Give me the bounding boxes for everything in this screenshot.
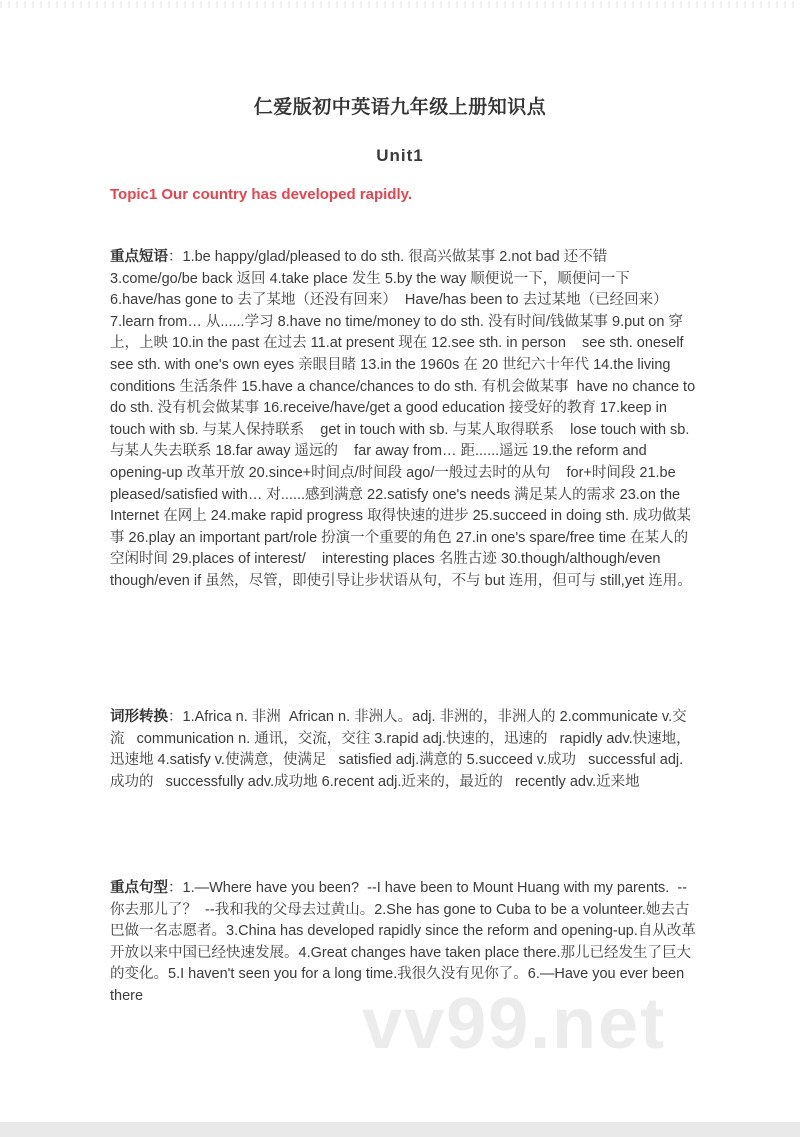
page-bottom-edge — [0, 1122, 800, 1137]
section-word-forms — [110, 707, 696, 793]
section-word-forms-colon: ： — [168, 709, 183, 725]
page-top-perforation-texture — [0, 1, 800, 8]
section-key-sentences-colon: ： — [168, 880, 183, 896]
section-word-forms-label: 词形转换 — [110, 709, 168, 725]
document-title: 仁爱版初中英语九年级上册知识点 — [253, 97, 547, 118]
section-key-sentences-text: 1.—Where have you been? --I have been to Mount Huang with my parents. --你去那儿了？ --我和我的父母去过黄山。2.She has gone to Cuba to be a volunteer.她去古巴做一名志愿者。3.China has developed rapidly since the reform and opening-up.自从改革开放以来中国已经快速发展。4.Great changes have taken place there.那儿已经发生了巨大的变化。5.I haven't seen you for a long time.我很久没有见你了。6.—Have you ever been there — [110, 880, 696, 1004]
section-key-phrases-colon: ： — [168, 249, 183, 265]
section-key-phrases — [110, 247, 700, 593]
section-key-phrases-label: 重点短语 — [110, 249, 168, 265]
section-word-forms-text: 1.Africa n. 非洲 African n. 非洲人。adj. 非洲的，非洲人的 2.communicate v.交流 communication n. 通讯，交流，交往 3.rapid adj.快速的，迅速的 rapidly adv.快速地，迅速地 4.satisfy v.使满意，使满足 satisfied adj.满意的 5.succeed v.成功 successful adj.成功的 successfully adv.成功地 6.recent adj.近来的，最近的 recently adv.近来地 — [110, 709, 691, 790]
section-key-phrases-text: 1.be happy/glad/pleased to do sth. 很高兴做某事 2.not bad 还不错 3.come/go/be back 返回 4.take place 发生 5.by the way 顺便说一下，顺便问一下 6.have/has gone to 去了某地（还没有回来） Have/has been to 去过某地（已经回来）7.learn from… 从......学习 8.have no time/money to do sth. 没有时间/钱做某事 9.put on 穿上，上映 10.in the past 在过去 11.at present 现在 12.see sth. in person see sth. oneself see sth. with one's own eyes 亲眼目睹 13.in the 1960s 在 20 世纪六十年代 14.the living conditions 生活条件 15.have a chance/chances to do sth. 有机会做某事 have no chance to do sth. 没有机会做某事 16.receive/have/get a good education 接受好的教育 17.keep in touch with sb. 与某人保持联系 get in touch with sb. 与某人取得联系 lose touch with sb. 与某人失去联系 18.far away 遥远的 far away from… 距......遥远 19.the reform and opening-up 改革开放 20.since+时间点/时间段 ago/一般过去时的从句 for+时间段 21.be pleased/satisfied with… 对......感到满意 22.satisfy one's needs 满足某人的需求 23.on the Internet 在网上 24.make rapid progress 取得快速的进步 25.succeed in doing sth. 成功做某事 26.play an important part/role 扮演一个重要的角色 27.in one's spare/free time 在某人的空闲时间 29.places of interest/ interesting places 名胜古迹 30.though/although/even though/even if 虽然，尽管，即使引导让步状语从句，不与 but 连用，但可与 still,yet 连用。 — [110, 249, 700, 589]
site-watermark: vv99.net — [362, 984, 667, 1064]
section-key-sentences-label: 重点句型 — [110, 880, 168, 896]
unit-heading: Unit1 — [376, 146, 424, 165]
topic-heading: Topic1 Our country has developed rapidly. — [110, 186, 413, 203]
